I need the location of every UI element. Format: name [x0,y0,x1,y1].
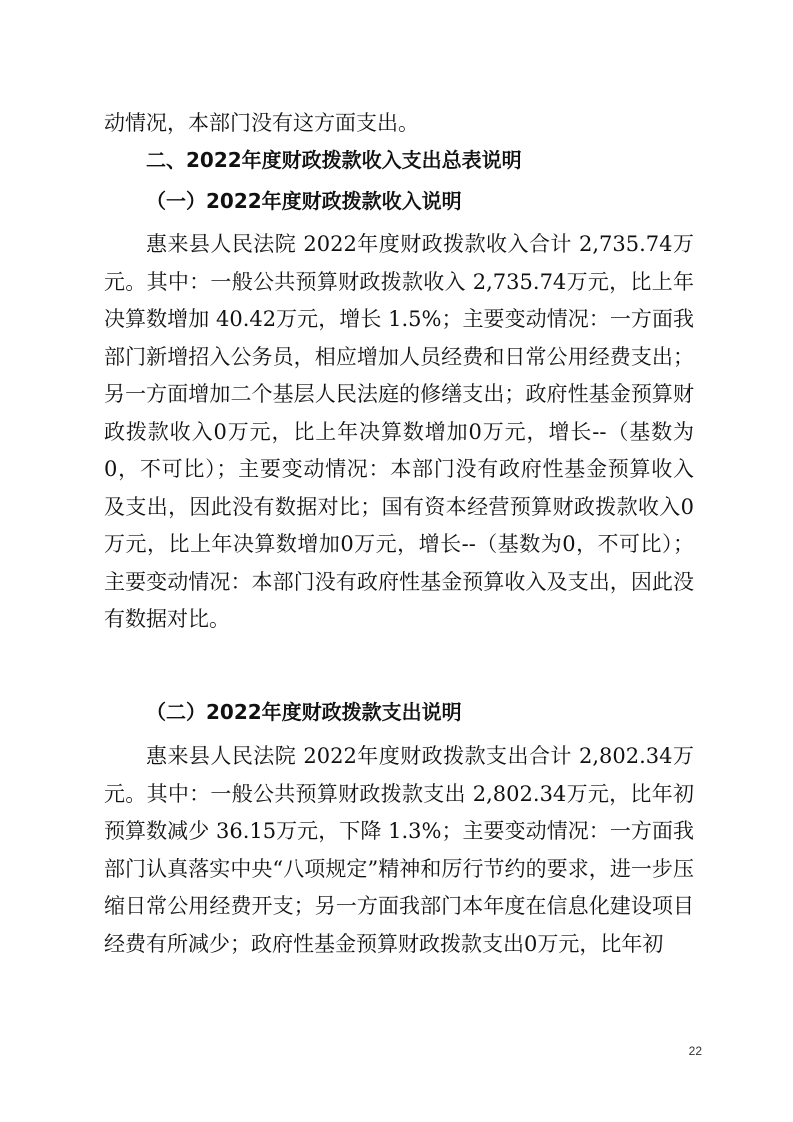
section-heading-fiscal-summary: 二、2022年度财政拨款收入支出总表说明 [146,148,522,172]
page-number: 22 [688,1044,702,1058]
income-paragraph: 惠来县人民法院 2022年度财政拨款收入合计 2,735.74万元。其中：一般公共预算财政拨款收入 2,735.74万元，比上年决算数增加 40.42万元，增长 1.5%；主要变动情况：一方面我部门新增招入公务员，相应增加人员经费和日常公用经费支出；另一方面增加二个基层人民法庭的修缮支出；政府性基金预算财政拨款收入0万元，比上年决算数增加0万元，增长--（基数为0，不可比）；主要变动情况：本部门没有政府性基金预算收入及支出，因此没有数据对比；国有资本经营预算财政拨款收入0万元，比上年决算数增加0万元，增长--（基数为0，不可比）；主要变动情况：本部门没有政府性基金预算收入及支出，因此没有数据对比。 [104,232,694,631]
subsection-heading-expense: （二）2022年度财政拨款支出说明 [146,700,462,724]
expense-paragraph: 惠来县人民法院 2022年度财政拨款支出合计 2,802.34万元。其中：一般公共预算财政拨款支出 2,802.34万元，比年初预算数减少 36.15万元，下降 1.3%；主要变动情况：一方面我部门认真落实中央“八项规定”精神和厉行节约的要求，进一步压缩日常公用经费开支；另一方面我部门本年度在信息化建设项目经费有所减少；政府性基金预算财政拨款支出0万元，比年初 [104,744,694,956]
subsection-heading-income: （一）2022年度财政拨款收入说明 [146,189,462,213]
continuation-paragraph: 动情况，本部门没有这方面支出。 [104,111,419,135]
